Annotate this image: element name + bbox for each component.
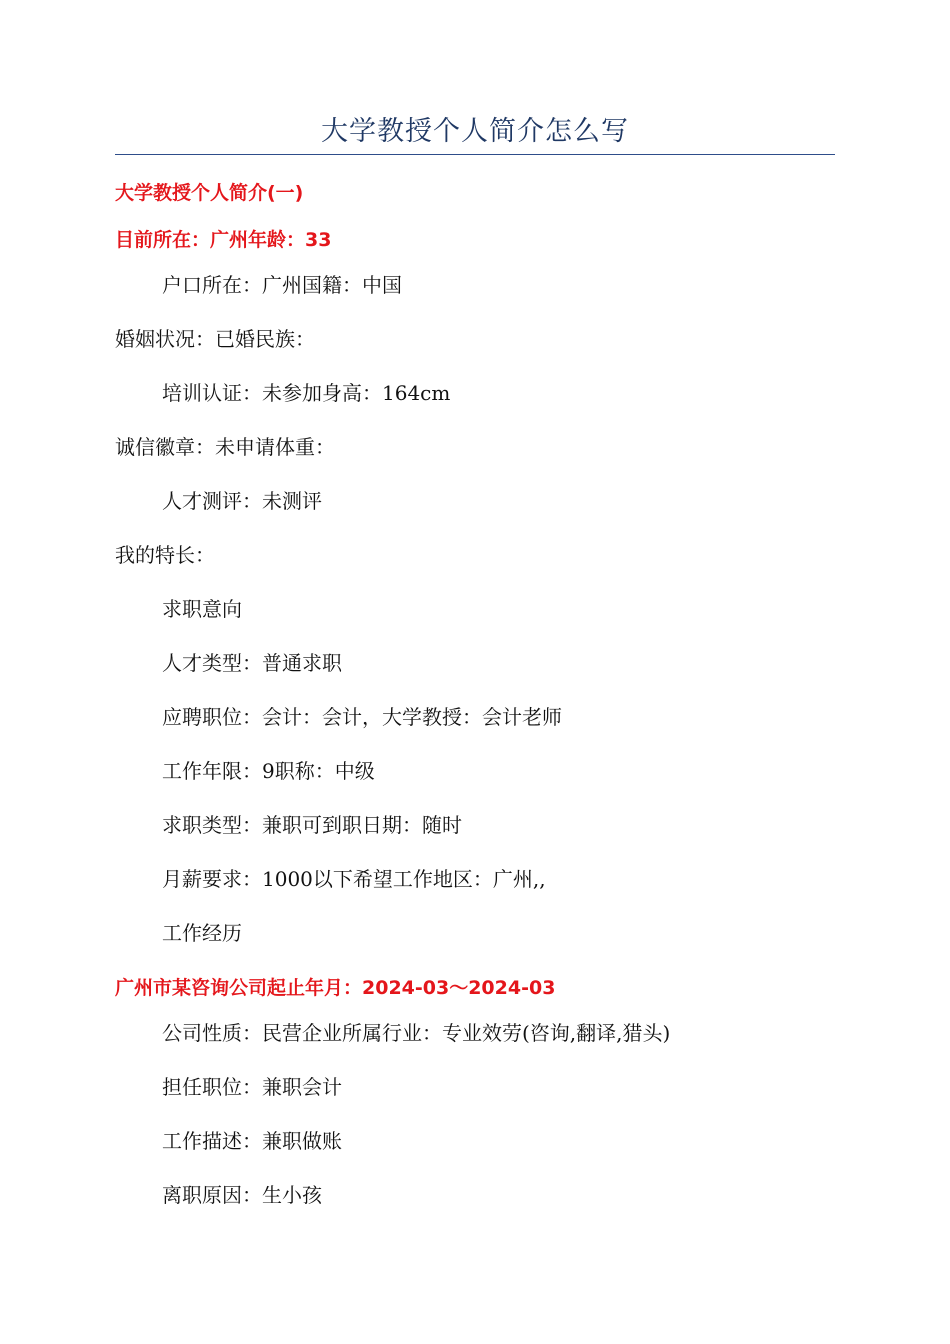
text-line: 离职原因：生小孩 (162, 1183, 322, 1207)
text-line: 应聘职位：会计：会计，大学教授：会计老师 (162, 705, 562, 729)
text-line: 担任职位：兼职会计 (162, 1075, 342, 1099)
section-heading: 大学教授个人简介(一) (115, 182, 304, 204)
text-line: 求职意向 (162, 597, 242, 621)
text-line: 求职类型：兼职可到职日期：随时 (162, 813, 462, 837)
text-line: 公司性质：民营企业所属行业：专业效劳(咨询,翻译,猎头) (162, 1021, 671, 1045)
section-heading: 目前所在：广州年龄：33 (115, 229, 332, 251)
text-line: 户口所在：广州国籍：中国 (162, 273, 402, 297)
text-line: 工作年限：9职称：中级 (162, 759, 375, 783)
document-title: 大学教授个人简介怎么写 (321, 116, 629, 147)
section-heading: 广州市某咨询公司起止年月：2024-03～2024-03 (115, 977, 556, 999)
text-line: 人才类型：普通求职 (162, 651, 342, 675)
text-line: 婚姻状况：已婚民族： (115, 327, 315, 351)
text-line: 培训认证：未参加身高：164cm (162, 381, 451, 405)
text-line: 诚信徽章：未申请体重： (115, 435, 335, 459)
title-divider (115, 154, 835, 155)
text-line: 我的特长： (115, 543, 215, 567)
text-line: 月薪要求：1000以下希望工作地区：广州,, (162, 867, 546, 891)
text-line: 工作经历 (162, 921, 242, 945)
text-line: 人才测评：未测评 (162, 489, 322, 513)
text-line: 工作描述：兼职做账 (162, 1129, 342, 1153)
